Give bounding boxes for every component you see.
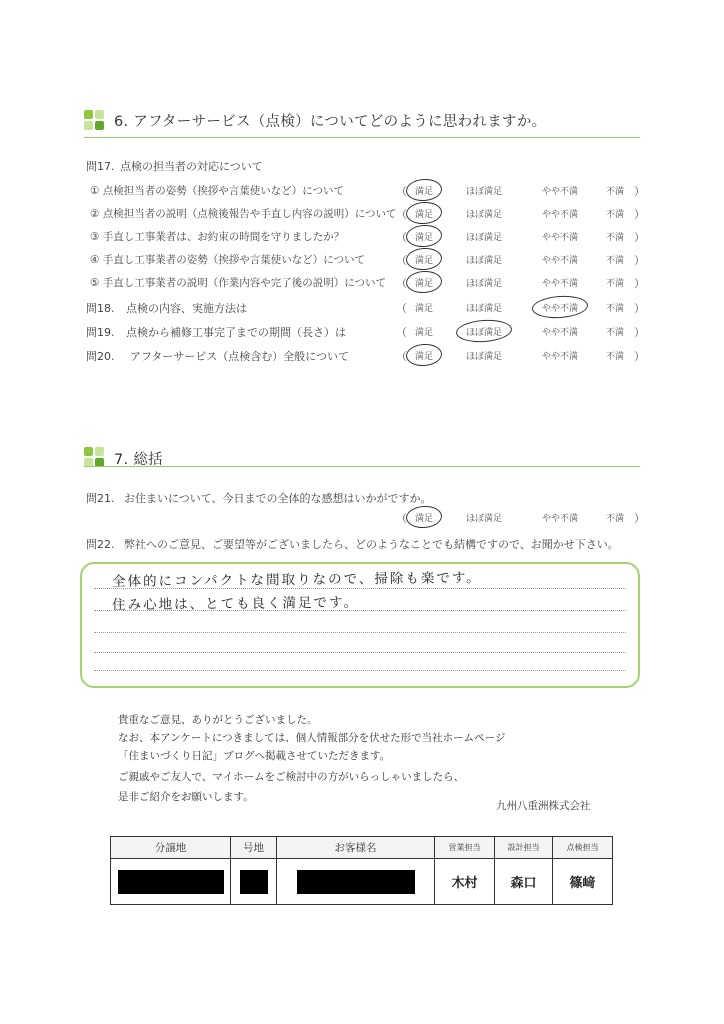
q17-item-5-option-2: ほぼ満足 — [465, 279, 503, 289]
q17-item-2-selected-circle — [405, 201, 442, 225]
close-paren: ） — [634, 512, 645, 525]
header-lot-number: 号地 — [231, 837, 277, 859]
question-19-text: 点検から補修工事完了までの期間（長さ）は — [126, 326, 346, 339]
q17-item-3-selected-circle — [405, 224, 442, 248]
question-22-number: 問22. — [86, 538, 115, 551]
open-paren: （ — [396, 185, 407, 198]
question-18-text: 点検の内容、実施方法は — [126, 302, 247, 315]
close-paren: ） — [634, 208, 645, 221]
closing-line-2: なお、本アンケートにつきましては、個人情報部分を伏せた形で当社ホームページ — [118, 732, 506, 744]
closing-line-5: 是非ご紹介をお願いします。 — [118, 791, 254, 803]
q18-option-3: やや不満 — [541, 304, 579, 314]
close-paren: ） — [634, 326, 645, 339]
q17-item-3-option-4: 不満 — [605, 233, 625, 243]
handwritten-comment-line-2: 住み心地は、とても良く満足です。 — [111, 594, 360, 614]
q20-option-2: ほぼ満足 — [465, 352, 503, 362]
q17-item-1-selected-circle — [405, 178, 442, 202]
close-paren: ） — [634, 277, 645, 290]
inspection-rep-value: 篠﨑 — [553, 859, 613, 905]
q20-option-3: やや不満 — [541, 352, 579, 362]
q19-option-2: ほぼ満足 — [465, 328, 503, 338]
question-21-number: 問21. — [86, 492, 115, 505]
header-customer-name: お客様名 — [277, 837, 435, 859]
ruled-line — [94, 670, 626, 671]
sales-rep-value: 木村 — [435, 859, 495, 905]
question-21-text: お住まいについて、今日までの全体的な感想はいかがですか。 — [124, 492, 432, 505]
question-17-item-3: ③ 手直し工事業者は、お約束の時間を守りましたか？ — [90, 231, 345, 243]
q17-item-2-option-4: 不満 — [605, 210, 625, 220]
q17-item-5-option-3: やや不満 — [541, 279, 579, 289]
handwritten-comment-line-1: 全体的にコンパクトな間取りなので、掃除も楽です。 — [111, 570, 482, 590]
header-lot: 分譲地 — [111, 837, 231, 859]
open-paren: （ — [396, 512, 407, 525]
close-paren: ） — [634, 302, 645, 315]
q17-item-4-option-1: 満足 — [414, 256, 434, 266]
q20-option-4: 不満 — [605, 352, 625, 362]
q17-item-4-selected-circle — [405, 247, 442, 271]
closing-line-1: 貴重なご意見、ありがとうございました。 — [118, 714, 318, 726]
customer-name-redacted — [277, 859, 435, 905]
q17-item-3-option-2: ほぼ満足 — [465, 233, 503, 243]
open-paren: （ — [396, 302, 407, 315]
q17-item-2-option-3: やや不満 — [541, 210, 579, 220]
open-paren: （ — [396, 326, 407, 339]
q19-selected-circle — [455, 318, 512, 344]
lot-value-redacted — [111, 859, 231, 905]
q17-item-3-option-3: やや不満 — [541, 233, 579, 243]
q18-selected-circle — [531, 294, 588, 320]
q17-item-5-option-4: 不満 — [605, 279, 625, 289]
question-19-number: 問19. — [86, 326, 115, 339]
q17-item-4-option-3: やや不満 — [541, 256, 579, 266]
q19-option-4: 不満 — [605, 328, 625, 338]
q17-item-5-selected-circle — [405, 270, 442, 294]
open-paren: （ — [396, 231, 407, 244]
closing-line-3: 「住まいづくり日記」ブログへ掲載させていただきます。 — [118, 750, 391, 762]
header-inspection-rep: 点検担当 — [553, 837, 613, 859]
closing-line-4: ご親戚やご友人で、マイホームをご検討中の方がいらっしゃいましたら、 — [118, 771, 465, 783]
open-paren: （ — [396, 254, 407, 267]
lot-number-redacted — [231, 859, 277, 905]
comment-box — [80, 562, 640, 688]
q21-option-4: 不満 — [605, 514, 625, 524]
open-paren: （ — [396, 208, 407, 221]
question-17-text: 点検の担当者の対応について — [120, 160, 263, 173]
q17-item-2-option-2: ほぼ満足 — [465, 210, 503, 220]
question-17-item-2: ② 点検担当者の説明（点検後報告や手直し内容の説明）について — [90, 208, 397, 220]
header-design-rep: 設計担当 — [495, 837, 553, 859]
q19-option-3: やや不満 — [541, 328, 579, 338]
question-20-text: アフターサービス（点検含む）全般について — [130, 350, 350, 363]
q18-option-2: ほぼ満足 — [465, 304, 503, 314]
design-rep-value: 森口 — [495, 859, 553, 905]
q21-option-2: ほぼ満足 — [465, 514, 503, 524]
q17-item-3-option-1: 満足 — [414, 233, 434, 243]
header-sales-rep: 営業担当 — [435, 837, 495, 859]
section-6-title: 6. アフターサービス（点検）についてどのように思われますか。 — [114, 114, 547, 130]
q21-option-3: やや不満 — [541, 514, 579, 524]
q18-option-1: 満足 — [414, 304, 434, 314]
question-22-text: 弊社へのご意見、ご要望等がございましたら、どのようなことでも結構ですので、お聞かせ下さい。 — [124, 538, 619, 551]
question-17-item-1: ① 点検担当者の姿勢（挨拶や言葉使いなど）について — [90, 185, 345, 197]
open-paren: （ — [396, 277, 407, 290]
question-17-number: 問17. — [86, 160, 115, 173]
q21-selected-circle — [405, 505, 442, 529]
ruled-line — [94, 652, 626, 653]
question-18-number: 問18. — [86, 302, 115, 315]
company-name: 九州八重洲株式会社 — [496, 800, 591, 812]
ruled-line — [94, 632, 626, 633]
q17-item-4-option-4: 不満 — [605, 256, 625, 266]
close-paren: ） — [634, 185, 645, 198]
section-7-title: 7. 総括 — [114, 452, 163, 468]
question-17-item-4: ④ 手直し工事業者の姿勢（挨拶や言葉使いなど）について — [90, 254, 366, 266]
customer-info-table — [110, 836, 613, 905]
q18-option-4: 不満 — [605, 304, 625, 314]
section-bullet-icon — [84, 110, 106, 132]
q21-option-1: 満足 — [414, 514, 434, 524]
q17-item-1-option-3: やや不満 — [541, 187, 579, 197]
q20-option-1: 満足 — [414, 352, 434, 362]
q17-item-5-option-1: 満足 — [414, 279, 434, 289]
q17-item-2-option-1: 満足 — [414, 210, 434, 220]
question-17-item-5: ⑤ 手直し工事業者の説明（作業内容や完了後の説明）について — [90, 277, 387, 289]
q17-item-1-option-2: ほぼ満足 — [465, 187, 503, 197]
close-paren: ） — [634, 231, 645, 244]
q17-item-4-option-2: ほぼ満足 — [465, 256, 503, 266]
section-divider — [84, 137, 640, 138]
q17-item-1-option-4: 不満 — [605, 187, 625, 197]
open-paren: （ — [396, 350, 407, 363]
close-paren: ） — [634, 350, 645, 363]
close-paren: ） — [634, 254, 645, 267]
q17-item-1-option-1: 満足 — [414, 187, 434, 197]
q20-selected-circle — [405, 343, 442, 367]
section-divider — [84, 466, 640, 467]
q19-option-1: 満足 — [414, 328, 434, 338]
question-20-number: 問20. — [86, 350, 115, 363]
